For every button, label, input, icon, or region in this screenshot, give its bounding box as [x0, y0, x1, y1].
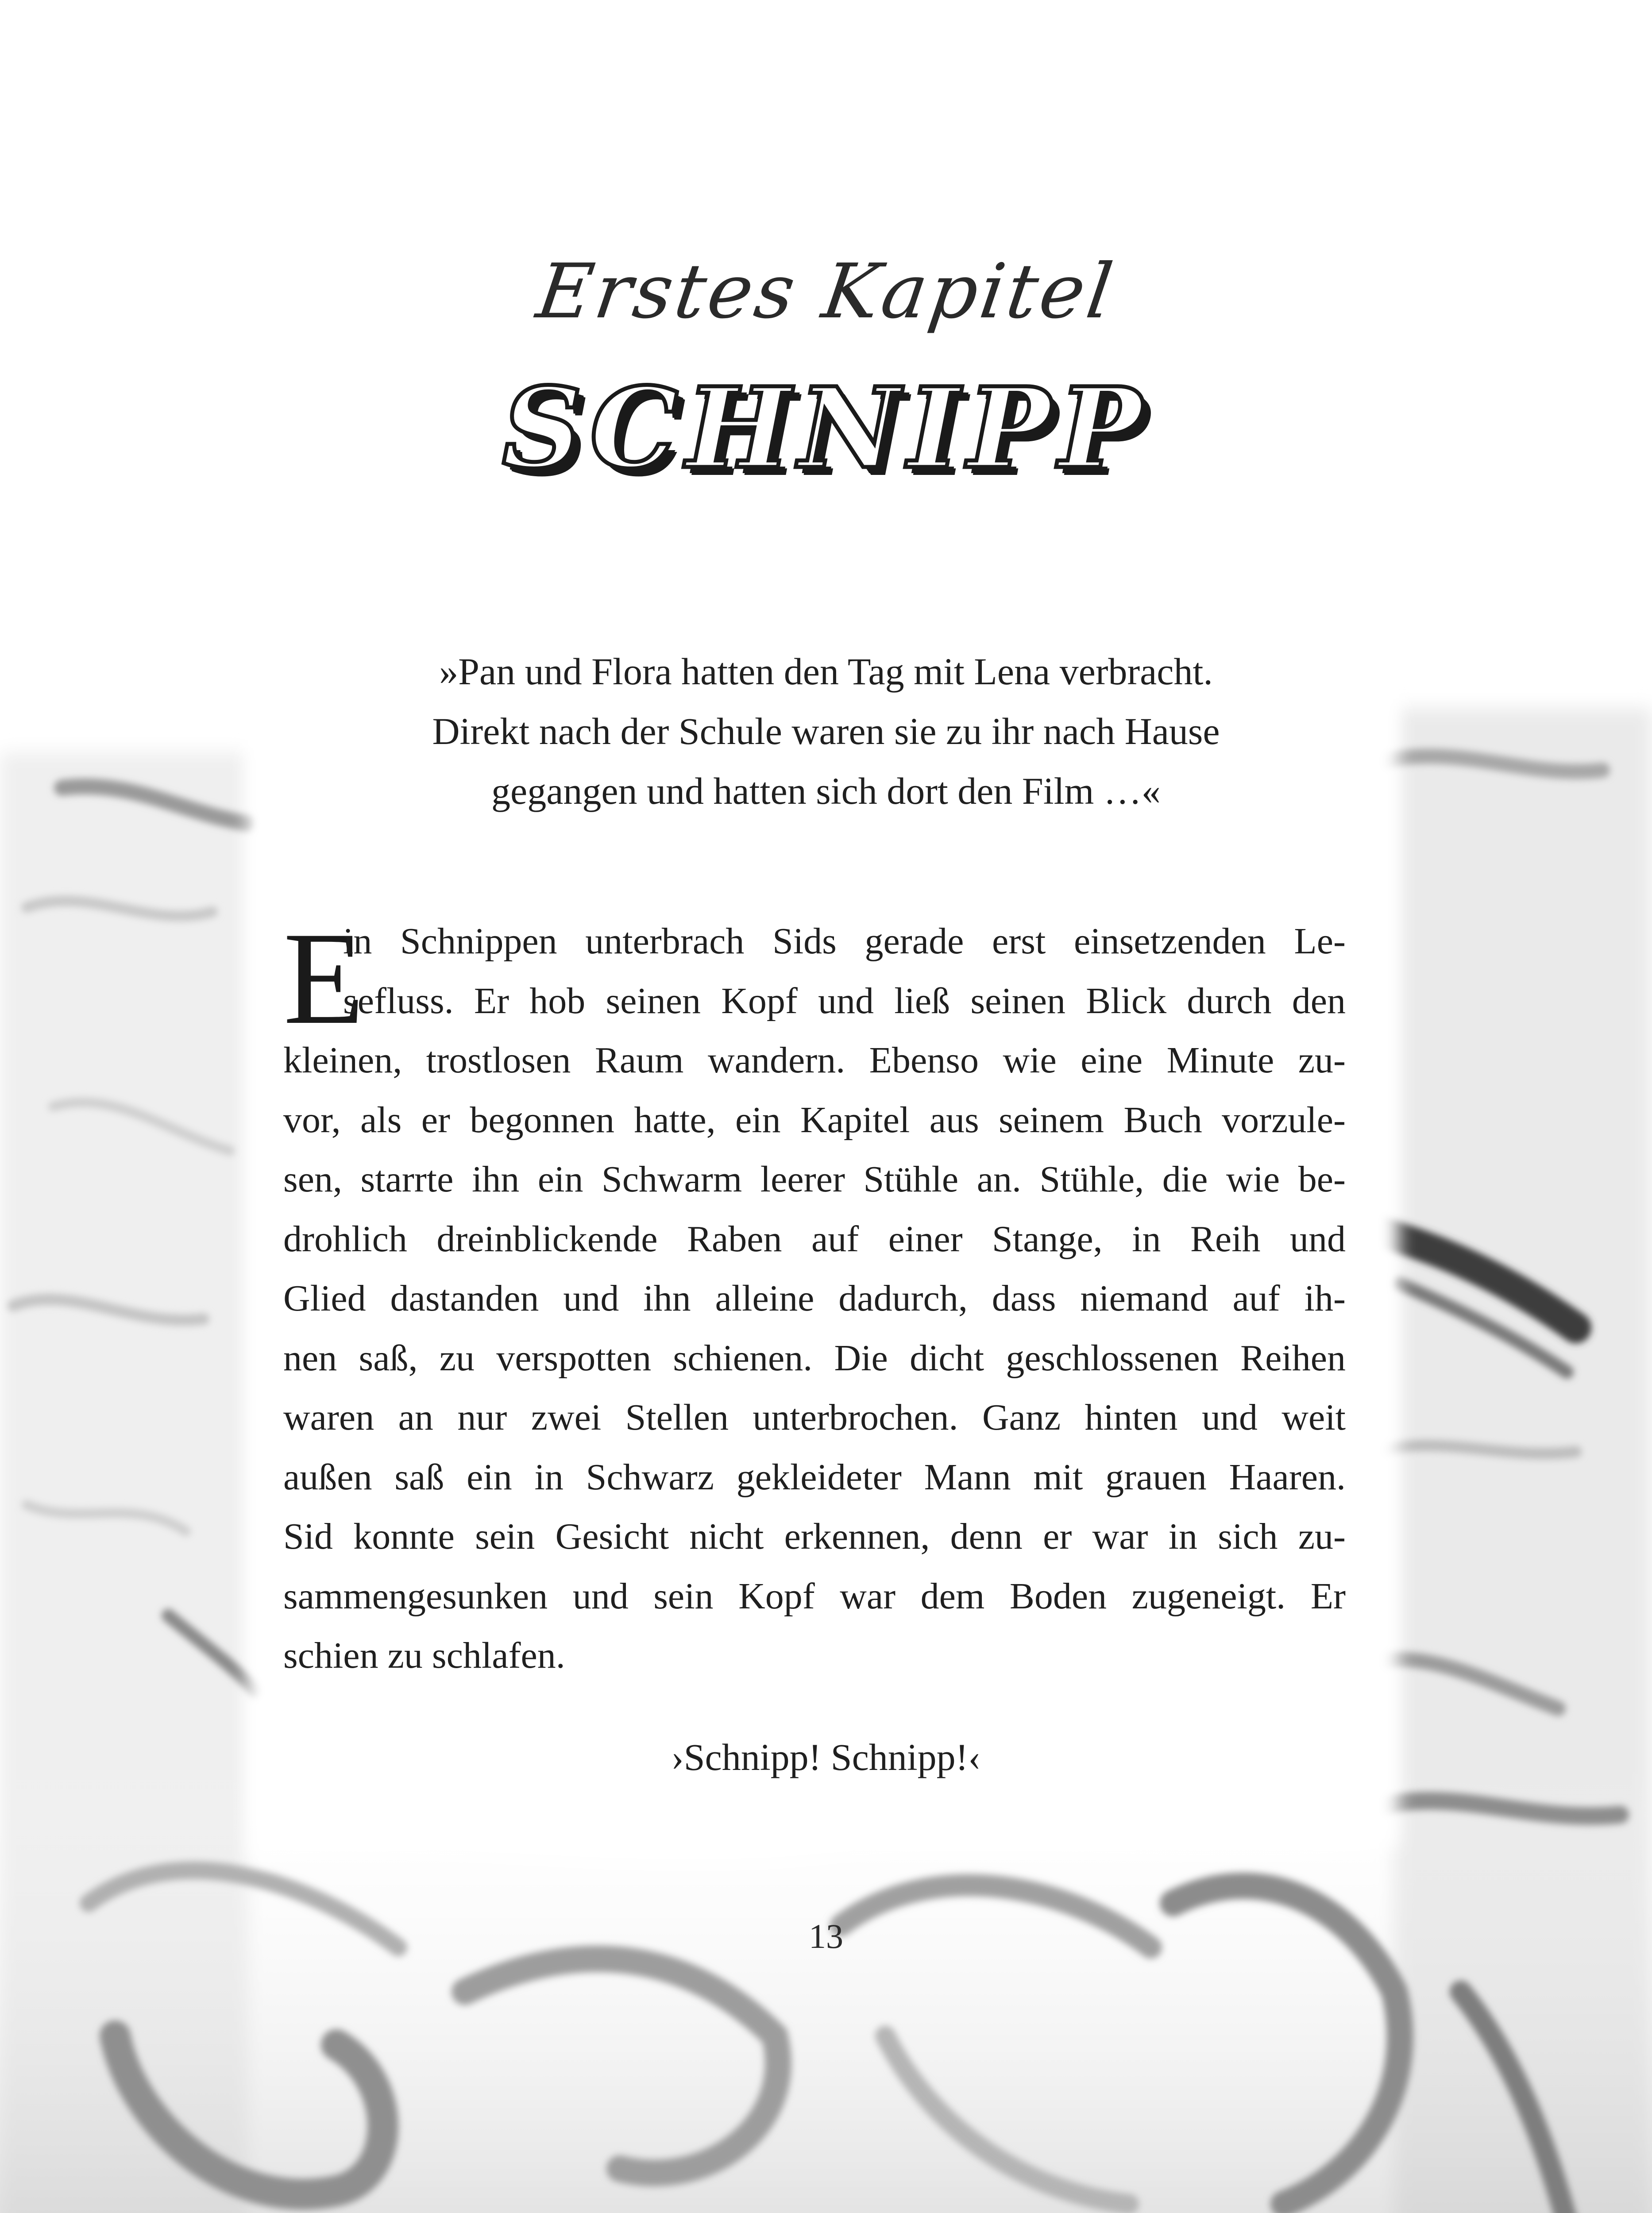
paragraph-line: Sid konnte sein Gesicht nicht erkennen, denn er war in sich zu- — [283, 1516, 1346, 1557]
paragraph-line: in Schnippen unterbrach Sids gerade erst einsetzenden Le- — [343, 921, 1346, 962]
drop-cap: E — [283, 905, 365, 1052]
paragraph-line: Glied dastanden und ihn alleine dadurch, dass niemand auf ih- — [283, 1278, 1346, 1319]
paragraph-line: sefluss. Er hob seinen Kopf und ließ seinen Blick durch den — [343, 980, 1346, 1022]
epigraph — [310, 642, 1342, 821]
epigraph-line: Direkt nach der Schule waren sie zu ihr nach Hause — [432, 710, 1220, 752]
paragraph-line: vor, als er begonnen hatte, ein Kapitel aus seinem Buch vorzule- — [283, 1099, 1346, 1141]
chapter-title: SCHNIPP — [502, 363, 1150, 493]
epigraph-line: »Pan und Flora hatten den Tag mit Lena verbracht. — [439, 650, 1213, 693]
page-number: 13 — [809, 1917, 843, 1955]
paragraph-line: sammengesunken und sein Kopf war dem Boden zugeneigt. Er — [283, 1575, 1346, 1617]
paragraph-line: außen saß ein in Schwarz gekleideter Mann mit grauen Haaren. — [283, 1456, 1346, 1498]
exclamation-line: ›Schnipp! Schnipp!‹ — [671, 1736, 981, 1778]
chapter-label: Erstes Kapitel — [532, 248, 1120, 335]
paragraph-line: drohlich dreinblickende Raben auf einer Stange, in Reih und — [283, 1218, 1346, 1260]
epigraph-line: gegangen und hatten sich dort den Film …« — [491, 770, 1161, 812]
paragraph-line: waren an nur zwei Stellen unterbrochen. Ganz hinten und weit — [283, 1397, 1346, 1438]
paragraph-line: schien zu schlafen. — [283, 1635, 565, 1676]
body-paragraph — [283, 905, 1346, 1686]
paragraph-line: nen saß, zu verspotten schienen. Die dicht geschlossenen Reihen — [283, 1337, 1346, 1379]
paragraph-line: kleinen, trostlosen Raum wandern. Ebenso wie eine Minute zu- — [283, 1040, 1346, 1081]
paragraph-line: sen, starrte ihn ein Schwarm leerer Stühle an. Stühle, die wie be- — [283, 1159, 1346, 1200]
